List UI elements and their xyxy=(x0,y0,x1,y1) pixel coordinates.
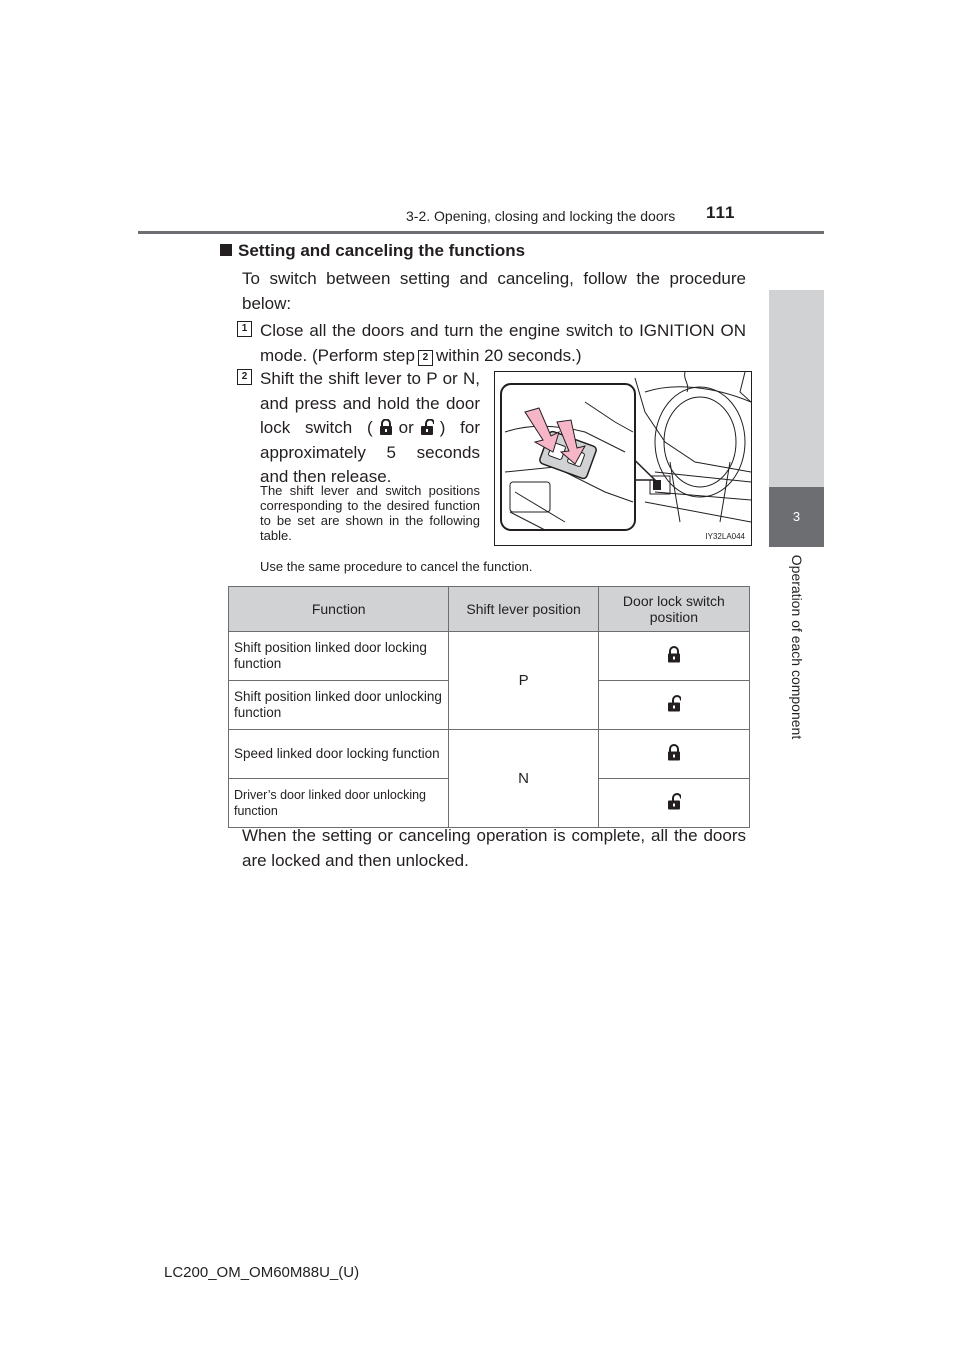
function-name: Shift position linked door unlocking function xyxy=(229,681,449,730)
footer-code: LC200_OM_OM60M88U_(U) xyxy=(164,1264,360,1281)
header-rule xyxy=(138,231,824,234)
table-row xyxy=(229,730,750,779)
square-bullet-icon xyxy=(220,244,232,256)
note-table-description: The shift lever and switch positions corresponding to the desired function to be set are shown in the following table. xyxy=(260,483,480,543)
lock-icon xyxy=(667,646,681,663)
side-tab-chapter-number: 3 xyxy=(769,487,824,547)
shift-lever-position: N xyxy=(449,730,598,828)
step-reference-badge: 2 xyxy=(418,350,433,366)
step-2-text: Shift the shift lever to P or N, and press and hold the door lock switch ( or ) for approximately 5 seconds and then release. xyxy=(260,369,480,486)
function-name: Shift position linked door locking function xyxy=(229,632,449,681)
table-row xyxy=(229,632,750,681)
dashboard-illustration xyxy=(495,372,751,545)
step-1-text: Close all the doors and turn the engine switch to IGNITION ON mode. (Perform step 2 within 20 seconds.) xyxy=(260,321,746,365)
page-number: 111 xyxy=(706,203,736,222)
unlock-icon xyxy=(420,419,434,435)
column-header-function: Function xyxy=(229,587,449,632)
unlock-icon xyxy=(667,695,681,712)
side-tab-chapter-title: Operation of each component xyxy=(788,554,805,740)
section-heading: Setting and canceling the functions xyxy=(220,241,525,261)
lock-icon xyxy=(379,419,393,435)
lock-icon xyxy=(667,744,681,761)
note-cancel-procedure: Use the same procedure to cancel the function. xyxy=(260,559,533,574)
function-table xyxy=(228,586,750,828)
column-header-door-lock-switch: Door lock switch position xyxy=(598,587,749,632)
table-header-row xyxy=(229,587,750,632)
side-tab-top xyxy=(769,290,824,487)
figure-id: IY32LA044 xyxy=(705,532,745,541)
step-1-badge: 1 xyxy=(237,321,252,337)
step-2-badge: 2 xyxy=(237,369,252,385)
closing-paragraph: When the setting or canceling operation is complete, all the doors are locked and then unlocked. xyxy=(242,826,746,870)
unlock-icon xyxy=(667,793,681,810)
function-name: Driver’s door linked door unlocking function xyxy=(229,779,449,828)
shift-lever-position: P xyxy=(449,632,598,730)
function-name: Speed linked door locking function xyxy=(229,730,449,779)
header-section-title: 3-2. Opening, closing and locking the doors xyxy=(406,208,676,224)
column-header-shift-lever: Shift lever position xyxy=(449,587,598,632)
intro-paragraph: To switch between setting and canceling, follow the procedure below: xyxy=(242,269,746,313)
door-lock-switch-figure xyxy=(494,371,752,546)
